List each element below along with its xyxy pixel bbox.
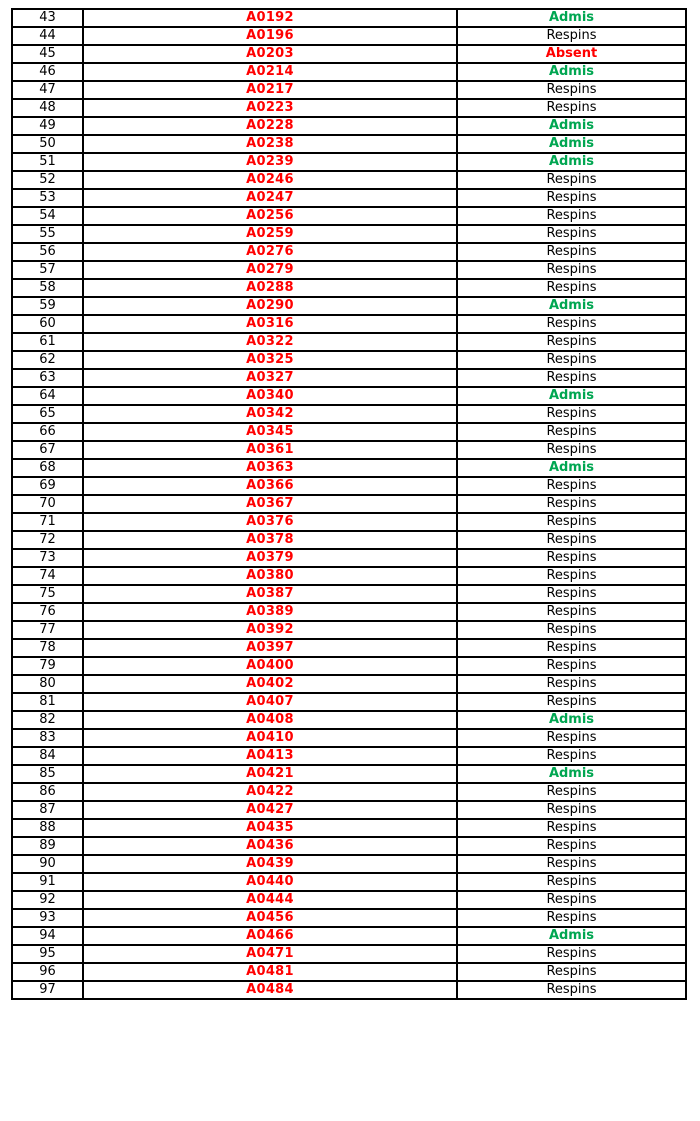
row-number: 85 bbox=[12, 765, 83, 783]
table-row bbox=[12, 909, 686, 927]
candidate-code: A0380 bbox=[83, 567, 457, 585]
row-number: 70 bbox=[12, 495, 83, 513]
candidate-code: A0247 bbox=[83, 189, 457, 207]
result-status: Respins bbox=[457, 819, 686, 837]
row-number: 73 bbox=[12, 549, 83, 567]
table-row bbox=[12, 801, 686, 819]
table-row bbox=[12, 747, 686, 765]
table-row bbox=[12, 153, 686, 171]
result-status: Respins bbox=[457, 315, 686, 333]
result-status: Respins bbox=[457, 81, 686, 99]
result-status: Respins bbox=[457, 549, 686, 567]
candidate-code: A0325 bbox=[83, 351, 457, 369]
row-number: 80 bbox=[12, 675, 83, 693]
row-number: 92 bbox=[12, 891, 83, 909]
table-row bbox=[12, 567, 686, 585]
row-number: 56 bbox=[12, 243, 83, 261]
row-number: 86 bbox=[12, 783, 83, 801]
row-number: 69 bbox=[12, 477, 83, 495]
table-row bbox=[12, 225, 686, 243]
table-row bbox=[12, 351, 686, 369]
table-row bbox=[12, 189, 686, 207]
row-number: 43 bbox=[12, 9, 83, 27]
row-number: 47 bbox=[12, 81, 83, 99]
result-status: Respins bbox=[457, 207, 686, 225]
row-number: 64 bbox=[12, 387, 83, 405]
candidate-code: A0397 bbox=[83, 639, 457, 657]
table-row bbox=[12, 855, 686, 873]
candidate-code: A0322 bbox=[83, 333, 457, 351]
table-row bbox=[12, 279, 686, 297]
row-number: 62 bbox=[12, 351, 83, 369]
row-number: 77 bbox=[12, 621, 83, 639]
table-row bbox=[12, 405, 686, 423]
table-row bbox=[12, 639, 686, 657]
table-row bbox=[12, 711, 686, 729]
row-number: 81 bbox=[12, 693, 83, 711]
row-number: 95 bbox=[12, 945, 83, 963]
row-number: 68 bbox=[12, 459, 83, 477]
result-status: Respins bbox=[457, 279, 686, 297]
row-number: 90 bbox=[12, 855, 83, 873]
row-number: 71 bbox=[12, 513, 83, 531]
result-status: Respins bbox=[457, 351, 686, 369]
candidate-code: A0440 bbox=[83, 873, 457, 891]
candidate-code: A0203 bbox=[83, 45, 457, 63]
result-status: Respins bbox=[457, 531, 686, 549]
result-status: Respins bbox=[457, 405, 686, 423]
row-number: 55 bbox=[12, 225, 83, 243]
row-number: 91 bbox=[12, 873, 83, 891]
result-status: Respins bbox=[457, 747, 686, 765]
result-status: Admis bbox=[457, 765, 686, 783]
table-row bbox=[12, 837, 686, 855]
candidate-code: A0290 bbox=[83, 297, 457, 315]
candidate-code: A0387 bbox=[83, 585, 457, 603]
table-row bbox=[12, 99, 686, 117]
row-number: 67 bbox=[12, 441, 83, 459]
row-number: 76 bbox=[12, 603, 83, 621]
row-number: 74 bbox=[12, 567, 83, 585]
row-number: 54 bbox=[12, 207, 83, 225]
result-status: Admis bbox=[457, 459, 686, 477]
table-row bbox=[12, 927, 686, 945]
result-status: Admis bbox=[457, 387, 686, 405]
table-row bbox=[12, 423, 686, 441]
table-row bbox=[12, 675, 686, 693]
row-number: 82 bbox=[12, 711, 83, 729]
table-row bbox=[12, 333, 686, 351]
candidate-code: A0400 bbox=[83, 657, 457, 675]
candidate-code: A0408 bbox=[83, 711, 457, 729]
row-number: 87 bbox=[12, 801, 83, 819]
table-row bbox=[12, 873, 686, 891]
result-status: Respins bbox=[457, 369, 686, 387]
table-row bbox=[12, 459, 686, 477]
candidate-code: A0421 bbox=[83, 765, 457, 783]
table-row bbox=[12, 9, 686, 27]
result-status: Respins bbox=[457, 441, 686, 459]
candidate-code: A0279 bbox=[83, 261, 457, 279]
candidate-code: A0363 bbox=[83, 459, 457, 477]
candidate-code: A0238 bbox=[83, 135, 457, 153]
result-status: Respins bbox=[457, 27, 686, 45]
row-number: 94 bbox=[12, 927, 83, 945]
table-row bbox=[12, 603, 686, 621]
result-status: Respins bbox=[457, 675, 686, 693]
result-status: Admis bbox=[457, 63, 686, 81]
row-number: 72 bbox=[12, 531, 83, 549]
result-status: Respins bbox=[457, 567, 686, 585]
result-status: Absent bbox=[457, 45, 686, 63]
candidate-code: A0392 bbox=[83, 621, 457, 639]
table-row bbox=[12, 441, 686, 459]
row-number: 52 bbox=[12, 171, 83, 189]
row-number: 44 bbox=[12, 27, 83, 45]
result-status: Respins bbox=[457, 981, 686, 999]
row-number: 63 bbox=[12, 369, 83, 387]
table-row bbox=[12, 207, 686, 225]
candidate-code: A0345 bbox=[83, 423, 457, 441]
candidate-code: A0389 bbox=[83, 603, 457, 621]
candidate-code: A0342 bbox=[83, 405, 457, 423]
result-status: Respins bbox=[457, 621, 686, 639]
result-status: Admis bbox=[457, 117, 686, 135]
table-row bbox=[12, 477, 686, 495]
candidate-code: A0223 bbox=[83, 99, 457, 117]
candidate-code: A0410 bbox=[83, 729, 457, 747]
table-row bbox=[12, 135, 686, 153]
candidate-code: A0413 bbox=[83, 747, 457, 765]
row-number: 48 bbox=[12, 99, 83, 117]
row-number: 84 bbox=[12, 747, 83, 765]
row-number: 65 bbox=[12, 405, 83, 423]
result-status: Respins bbox=[457, 657, 686, 675]
result-status: Respins bbox=[457, 873, 686, 891]
row-number: 50 bbox=[12, 135, 83, 153]
table-row bbox=[12, 513, 686, 531]
result-status: Admis bbox=[457, 9, 686, 27]
table-row bbox=[12, 297, 686, 315]
candidate-code: A0228 bbox=[83, 117, 457, 135]
table-row bbox=[12, 495, 686, 513]
results-table bbox=[11, 8, 687, 1000]
table-row bbox=[12, 45, 686, 63]
table-row bbox=[12, 387, 686, 405]
row-number: 45 bbox=[12, 45, 83, 63]
table-row bbox=[12, 369, 686, 387]
result-status: Admis bbox=[457, 153, 686, 171]
candidate-code: A0427 bbox=[83, 801, 457, 819]
result-status: Respins bbox=[457, 639, 686, 657]
table-row bbox=[12, 621, 686, 639]
candidate-code: A0214 bbox=[83, 63, 457, 81]
result-status: Respins bbox=[457, 225, 686, 243]
table-row bbox=[12, 783, 686, 801]
candidate-code: A0456 bbox=[83, 909, 457, 927]
row-number: 96 bbox=[12, 963, 83, 981]
row-number: 61 bbox=[12, 333, 83, 351]
candidate-code: A0276 bbox=[83, 243, 457, 261]
result-status: Respins bbox=[457, 729, 686, 747]
result-status: Respins bbox=[457, 945, 686, 963]
results-table-body bbox=[12, 9, 686, 999]
row-number: 83 bbox=[12, 729, 83, 747]
candidate-code: A0379 bbox=[83, 549, 457, 567]
candidate-code: A0407 bbox=[83, 693, 457, 711]
table-row bbox=[12, 729, 686, 747]
candidate-code: A0192 bbox=[83, 9, 457, 27]
candidate-code: A0367 bbox=[83, 495, 457, 513]
candidate-code: A0435 bbox=[83, 819, 457, 837]
candidate-code: A0484 bbox=[83, 981, 457, 999]
candidate-code: A0471 bbox=[83, 945, 457, 963]
candidate-code: A0436 bbox=[83, 837, 457, 855]
result-status: Respins bbox=[457, 783, 686, 801]
candidate-code: A0340 bbox=[83, 387, 457, 405]
result-status: Respins bbox=[457, 909, 686, 927]
candidate-code: A0327 bbox=[83, 369, 457, 387]
table-row bbox=[12, 315, 686, 333]
result-status: Respins bbox=[457, 171, 686, 189]
candidate-code: A0256 bbox=[83, 207, 457, 225]
candidate-code: A0316 bbox=[83, 315, 457, 333]
row-number: 49 bbox=[12, 117, 83, 135]
candidate-code: A0196 bbox=[83, 27, 457, 45]
table-row bbox=[12, 531, 686, 549]
row-number: 75 bbox=[12, 585, 83, 603]
row-number: 57 bbox=[12, 261, 83, 279]
table-row bbox=[12, 891, 686, 909]
result-status: Respins bbox=[457, 963, 686, 981]
row-number: 78 bbox=[12, 639, 83, 657]
candidate-code: A0378 bbox=[83, 531, 457, 549]
row-number: 53 bbox=[12, 189, 83, 207]
result-status: Respins bbox=[457, 891, 686, 909]
table-row bbox=[12, 81, 686, 99]
candidate-code: A0439 bbox=[83, 855, 457, 873]
result-status: Respins bbox=[457, 333, 686, 351]
table-row bbox=[12, 549, 686, 567]
row-number: 60 bbox=[12, 315, 83, 333]
row-number: 46 bbox=[12, 63, 83, 81]
candidate-code: A0481 bbox=[83, 963, 457, 981]
candidate-code: A0402 bbox=[83, 675, 457, 693]
row-number: 58 bbox=[12, 279, 83, 297]
row-number: 59 bbox=[12, 297, 83, 315]
table-row bbox=[12, 171, 686, 189]
table-row bbox=[12, 243, 686, 261]
candidate-code: A0246 bbox=[83, 171, 457, 189]
result-status: Respins bbox=[457, 801, 686, 819]
result-status: Respins bbox=[457, 603, 686, 621]
table-row bbox=[12, 819, 686, 837]
table-row bbox=[12, 981, 686, 999]
row-number: 93 bbox=[12, 909, 83, 927]
candidate-code: A0239 bbox=[83, 153, 457, 171]
table-row bbox=[12, 585, 686, 603]
row-number: 66 bbox=[12, 423, 83, 441]
result-status: Respins bbox=[457, 423, 686, 441]
table-row bbox=[12, 63, 686, 81]
candidate-code: A0366 bbox=[83, 477, 457, 495]
candidate-code: A0444 bbox=[83, 891, 457, 909]
candidate-code: A0217 bbox=[83, 81, 457, 99]
result-status: Respins bbox=[457, 855, 686, 873]
result-status: Respins bbox=[457, 99, 686, 117]
candidate-code: A0288 bbox=[83, 279, 457, 297]
row-number: 51 bbox=[12, 153, 83, 171]
result-status: Respins bbox=[457, 585, 686, 603]
table-row bbox=[12, 963, 686, 981]
result-status: Admis bbox=[457, 297, 686, 315]
row-number: 88 bbox=[12, 819, 83, 837]
candidate-code: A0259 bbox=[83, 225, 457, 243]
table-row bbox=[12, 27, 686, 45]
row-number: 97 bbox=[12, 981, 83, 999]
result-status: Respins bbox=[457, 261, 686, 279]
table-row bbox=[12, 693, 686, 711]
result-status: Respins bbox=[457, 513, 686, 531]
result-status: Respins bbox=[457, 693, 686, 711]
candidate-code: A0361 bbox=[83, 441, 457, 459]
table-row bbox=[12, 945, 686, 963]
table-row bbox=[12, 261, 686, 279]
result-status: Respins bbox=[457, 189, 686, 207]
candidate-code: A0466 bbox=[83, 927, 457, 945]
result-status: Respins bbox=[457, 837, 686, 855]
candidate-code: A0376 bbox=[83, 513, 457, 531]
candidate-code: A0422 bbox=[83, 783, 457, 801]
result-status: Respins bbox=[457, 495, 686, 513]
result-status: Admis bbox=[457, 711, 686, 729]
result-status: Admis bbox=[457, 927, 686, 945]
row-number: 79 bbox=[12, 657, 83, 675]
table-row bbox=[12, 657, 686, 675]
row-number: 89 bbox=[12, 837, 83, 855]
table-row bbox=[12, 765, 686, 783]
table-row bbox=[12, 117, 686, 135]
result-status: Respins bbox=[457, 243, 686, 261]
result-status: Respins bbox=[457, 477, 686, 495]
result-status: Admis bbox=[457, 135, 686, 153]
